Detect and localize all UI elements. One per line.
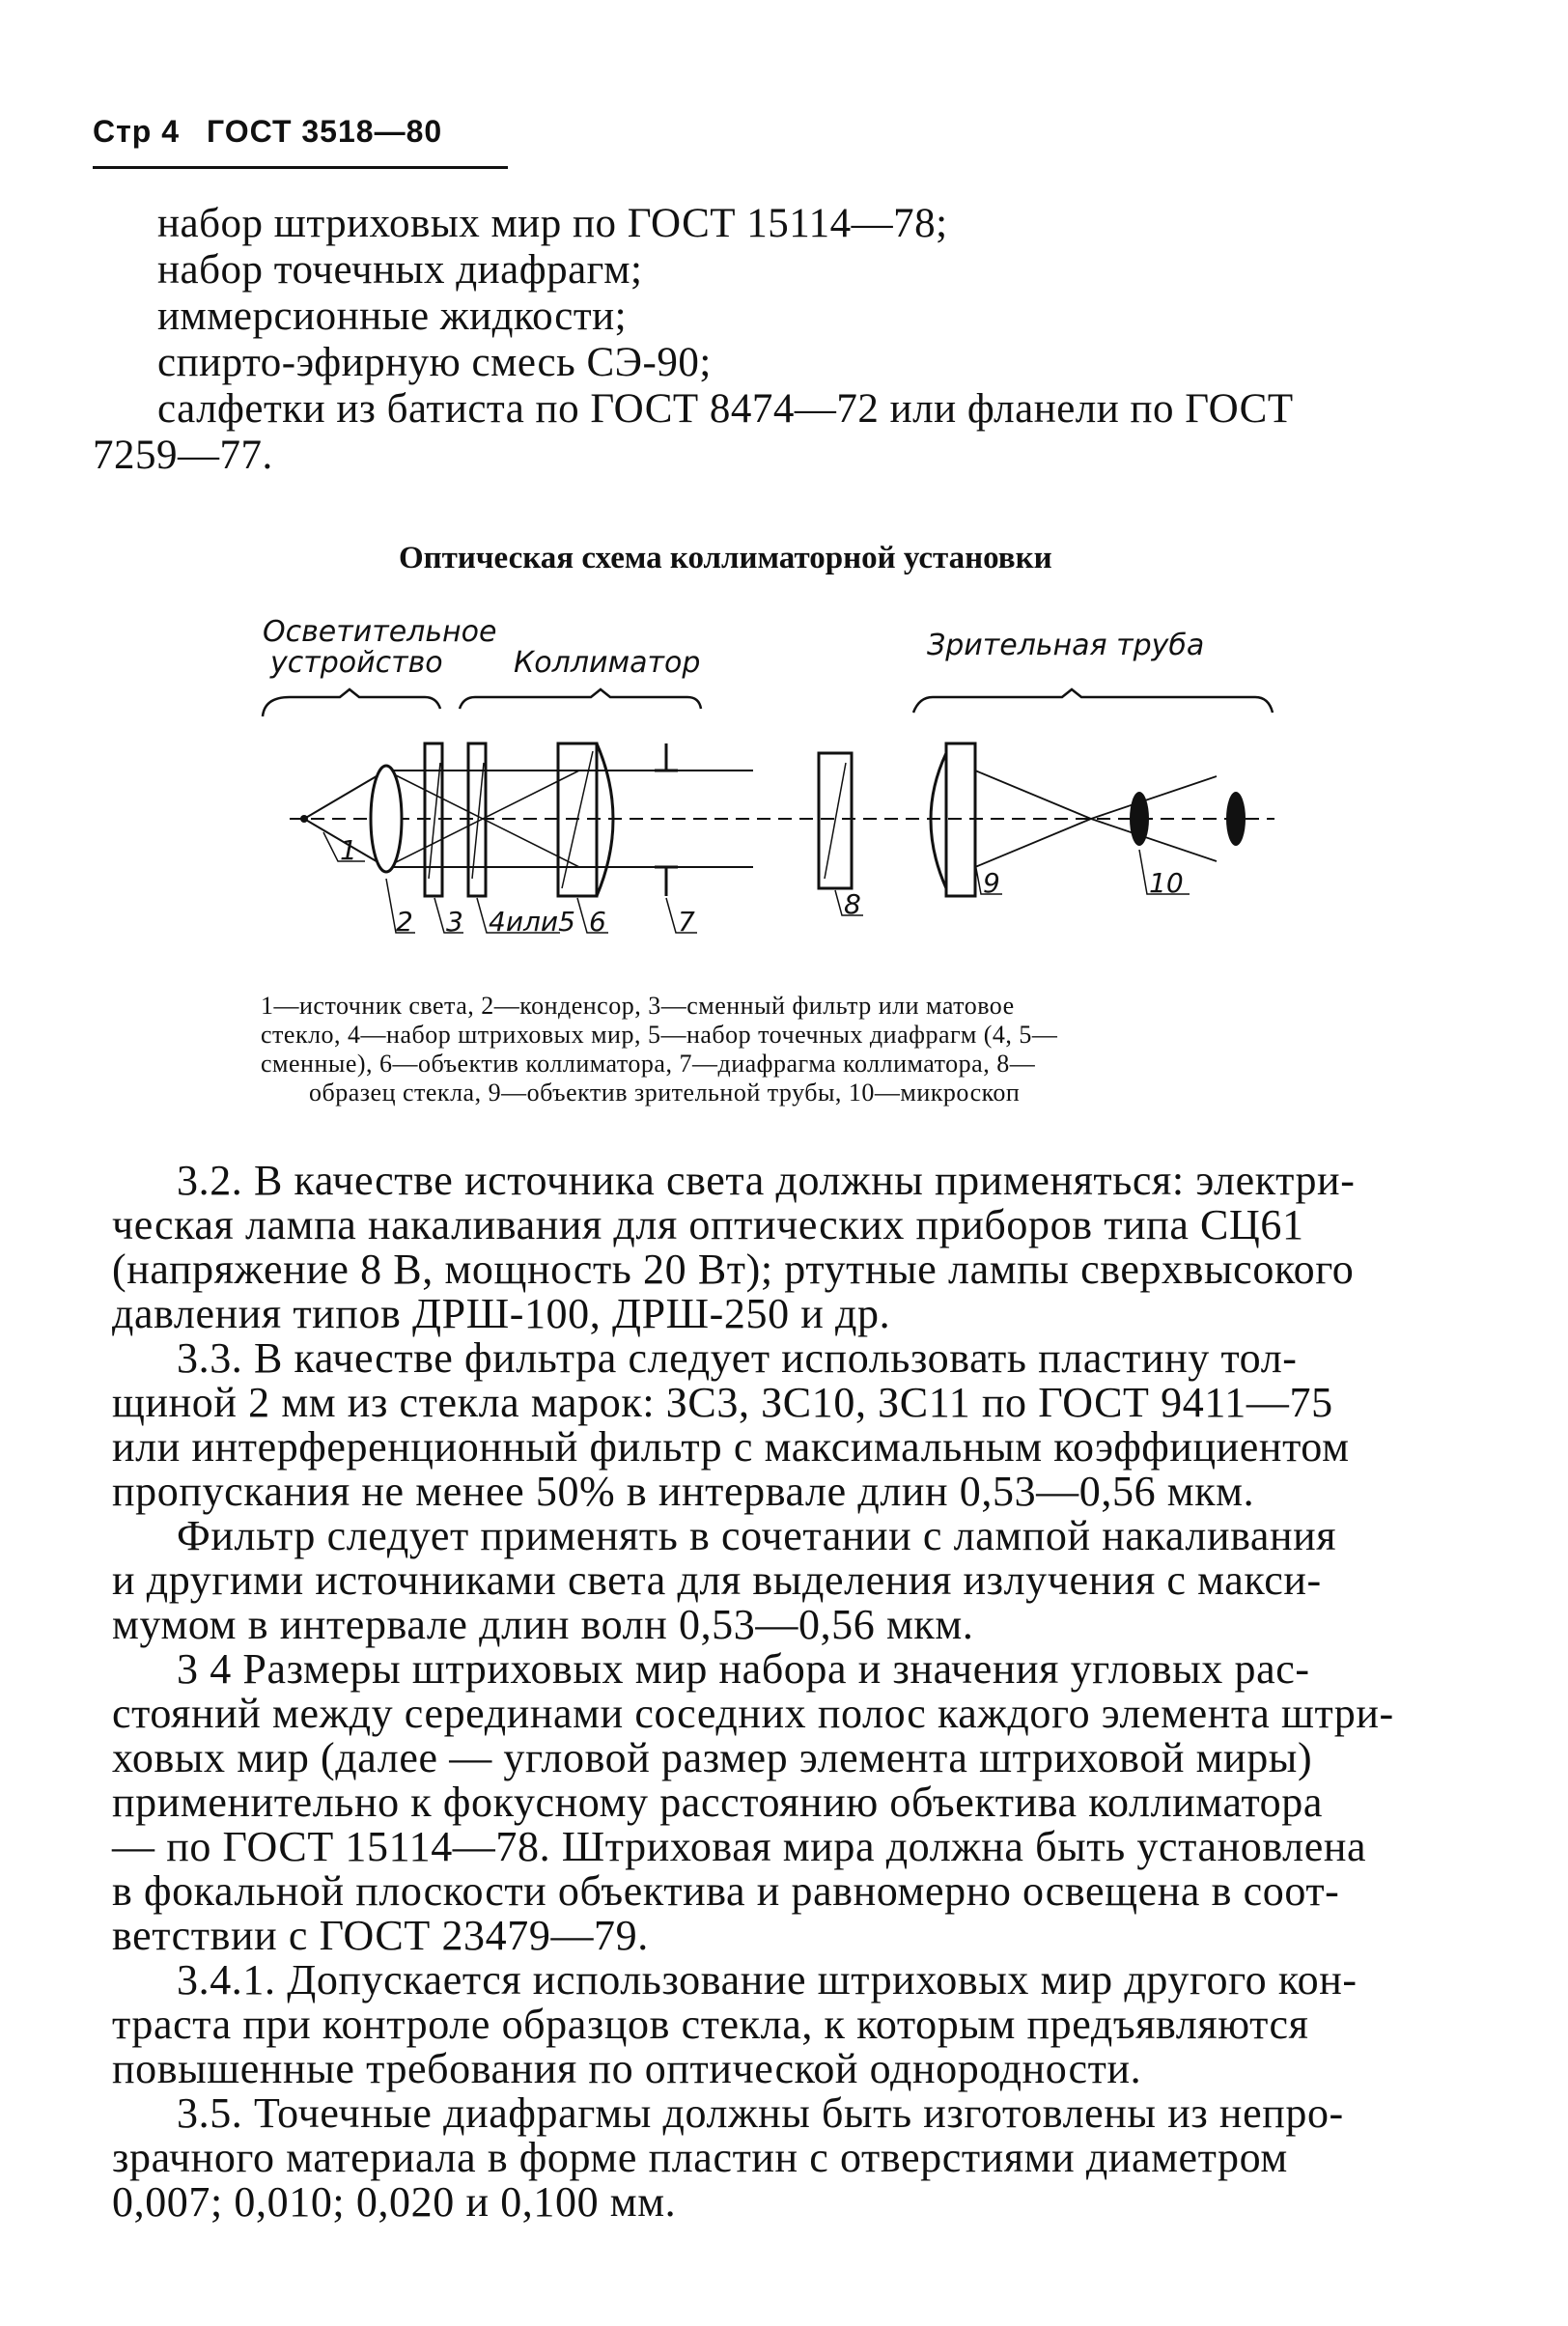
body-line: 3.3. В качестве фильтра следует использовать пластину тол- [177, 1334, 1298, 1382]
page-header [93, 114, 442, 150]
body-line: давления типов ДРШ-100, ДРШ-250 и др. [112, 1290, 891, 1337]
collimator-brace [460, 689, 701, 709]
page-number: Стр 4 [93, 114, 181, 149]
optical-scheme-diagram [251, 608, 1303, 966]
label-3: 3 [446, 906, 463, 938]
ray-telescope-1 [975, 771, 1091, 819]
body-line: 3 4 Размеры штриховых мир набора и значения угловых рас- [177, 1645, 1310, 1693]
body-line: стояний между серединами соседних полос каждого элемента штри- [112, 1690, 1394, 1737]
intro-line: иммерсионные жидкости; [157, 294, 628, 339]
caption-line: сменные), 6—объектив коллиматора, 7—диафрагма коллиматора, 8— [261, 1050, 1036, 1078]
sample-hatch [825, 763, 846, 879]
label-2: 2 [396, 906, 413, 938]
scheme-title: Оптическая схема коллиматорной установки [399, 541, 1052, 575]
telescope-objective-lens [931, 753, 946, 888]
chart-hatch [472, 763, 484, 879]
filter-hatch [429, 763, 440, 879]
body-line: Фильтр следует применять в сочетании с лампой накаливания [177, 1512, 1337, 1559]
body-line: — по ГОСТ 15114—78. Штриховая мира должна быть установлена [112, 1823, 1367, 1870]
ray-telescope-2 [975, 819, 1091, 867]
body-line: 3.4.1. Допускается использование штриховых мир другого кон- [177, 1956, 1358, 2004]
body-line: ховых мир (далее — угловой размер элемента штриховой миры) [112, 1734, 1313, 1781]
caption-line: образец стекла, 9—объектив зрительной трубы, 10—микроскоп [309, 1079, 1021, 1107]
label-8: 8 [844, 888, 861, 920]
label-7: 7 [678, 906, 695, 938]
microscope-objective [1130, 792, 1149, 846]
body-line: зрачного материала в форме пластин с отверстиями диаметром [112, 2134, 1288, 2181]
label-1: 1 [340, 834, 357, 866]
body-line: повышенные требования по оптической однородности. [112, 2045, 1142, 2092]
header-rule [93, 166, 508, 169]
caption-line: 1—источник света, 2—конденсор, 3—сменный фильтр или матовое [261, 992, 1015, 1020]
illuminator-label: Осветительное [263, 615, 497, 649]
body-line: 3.5. Точечные диафрагмы должны быть изготовлены из непро- [177, 2089, 1344, 2137]
body-line: мумом в интервале длин волн 0,53—0,56 мкм. [112, 1601, 974, 1648]
ray-telescope-4 [1091, 819, 1217, 861]
body-line: 0,007; 0,010; 0,020 и 0,100 мм. [112, 2178, 677, 2226]
illuminator-brace [263, 689, 440, 716]
intro-line: 7259—77. [93, 433, 273, 478]
intro-line: набор штриховых мир по ГОСТ 15114—78; [157, 201, 948, 246]
collimator-label: Коллиматор [514, 646, 701, 680]
label-9: 9 [983, 867, 1000, 899]
label-6: 6 [589, 906, 606, 938]
optical-scheme-svg [251, 608, 1303, 966]
ray-telescope-3 [1091, 776, 1217, 819]
intro-line: салфетки из батиста по ГОСТ 8474—72 или фланели по ГОСТ [157, 386, 1294, 432]
microscope-eyepiece [1226, 792, 1246, 846]
body-line: 3.2. В качестве источника света должны применяться: электри- [177, 1157, 1356, 1204]
body-line: или интерференционный фильтр с максимальным коэффициентом [112, 1423, 1350, 1471]
illuminator-label-2: устройство [270, 646, 443, 680]
body-line: щиной 2 мм из стекла марок: ЗС3, ЗС10, ЗС11 по ГОСТ 9411—75 [112, 1379, 1333, 1426]
body-line: траста при контроле образцов стекла, к которым предъявляются [112, 2001, 1309, 2048]
intro-line: набор точечных диафрагм; [157, 247, 643, 293]
telescope-brace [913, 689, 1273, 713]
telescope-label: Зрительная труба [927, 629, 1205, 662]
body-line: ветствии с ГОСТ 23479—79. [112, 1912, 649, 1959]
body-line: (напряжение 8 В, мощность 20 Вт); ртутные лампы сверхвысокого [112, 1246, 1355, 1293]
label-10: 10 [1149, 867, 1184, 899]
label-4or5: 4или5 [489, 906, 575, 938]
caption-line: стекло, 4—набор штриховых мир, 5—набор точечных диафрагм (4, 5— [261, 1021, 1058, 1049]
condenser-lens [371, 766, 402, 872]
gost-number: ГОСТ 3518—80 [207, 114, 443, 149]
body-line: и другими источниками света для выделения излучения с макси- [112, 1556, 1322, 1604]
body-line: ческая лампа накаливания для оптических приборов типа СЦ61 [112, 1201, 1304, 1248]
body-line: применительно к фокусному расстоянию объектива коллиматора [112, 1779, 1324, 1826]
intro-line: спирто-эфирную смесь СЭ-90; [157, 340, 712, 385]
body-line: пропускания не менее 50% в интервале длин 0,53—0,56 мкм. [112, 1468, 1255, 1515]
body-line: в фокальной плоскости объектива и равномерно освещена в соот- [112, 1867, 1340, 1915]
light-source-point [300, 815, 308, 823]
